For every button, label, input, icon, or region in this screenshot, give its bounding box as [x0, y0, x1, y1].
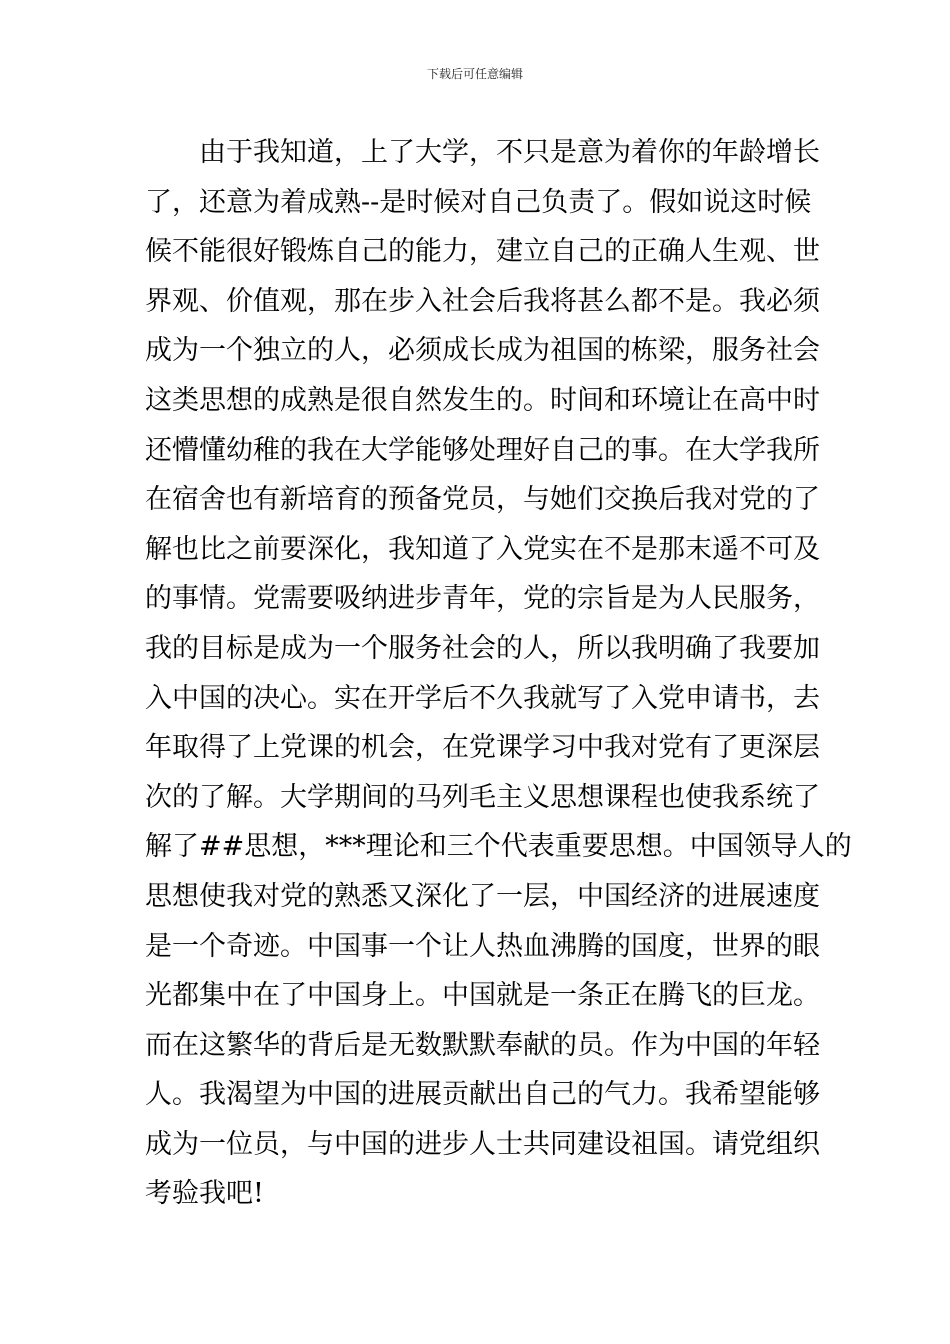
text-line: 的事情。党需要吸纳进步青年，党的宗旨是为人民服务， — [145, 583, 820, 615]
page-header: 下载后可任意编辑 — [426, 67, 523, 81]
text-line: 这类思想的成熟是很自然发生的。时间和环境让在高中时 — [145, 384, 820, 416]
text-line: 年取得了上党课的机会，在党课学习中我对党有了更深层 — [145, 732, 820, 764]
text-line: 人。我渴望为中国的进展贡献出自己的气力。我希望能够 — [145, 1079, 820, 1111]
text-line: 而在这繁华的背后是无数默默奉献的员。作为中国的年轻 — [145, 1029, 820, 1061]
text-line: 由于我知道，上了大学，不只是意为着你的年龄增长 — [199, 137, 820, 168]
text-line: 成为一个独立的人，必须成长成为祖国的栋梁，服务社会 — [145, 335, 820, 367]
text-line: 还懵懂幼稚的我在大学能够处理好自己的事。在大学我所 — [145, 434, 820, 466]
text-line: 考验我吧! — [145, 1178, 264, 1210]
text-line: 解也比之前要深化，我知道了入党实在不是那末遥不可及 — [145, 533, 820, 565]
text-line: 次的了解。大学期间的马列毛主义思想课程也使我系统了 — [145, 781, 820, 813]
text-line: 成为一位员，与中国的进步人士共同建设祖国。请党组织 — [145, 1128, 820, 1160]
text-line: 界观、价值观，那在步入社会后我将甚么都不是。我必须 — [145, 285, 820, 317]
body-paragraph — [145, 128, 852, 1219]
text-line: 了，还意为着成熟--是时候对自己负责了。假如说这时候 — [145, 186, 812, 218]
text-line: 是一个奇迹。中国事一个让人热血沸腾的国度，世界的眼 — [145, 930, 820, 962]
text-line: 我的目标是成为一个服务社会的人，所以我明确了我要加 — [145, 632, 820, 664]
text-line: 候不能很好锻炼自己的能力，建立自己的正确人生观、世 — [145, 236, 820, 268]
text-line: 入中国的决心。实在开学后不久我就写了入党申请书，去 — [145, 682, 820, 714]
text-line: 解了##思想，***理论和三个代表重要思想。中国领导人的 — [145, 831, 852, 863]
text-line: 光都集中在了中国身上。中国就是一条正在腾飞的巨龙。 — [145, 980, 820, 1012]
text-line: 在宿舍也有新培育的预备党员，与她们交换后我对党的了 — [145, 484, 820, 516]
text-line: 思想使我对党的熟悉又深化了一层，中国经济的进展速度 — [145, 880, 820, 912]
